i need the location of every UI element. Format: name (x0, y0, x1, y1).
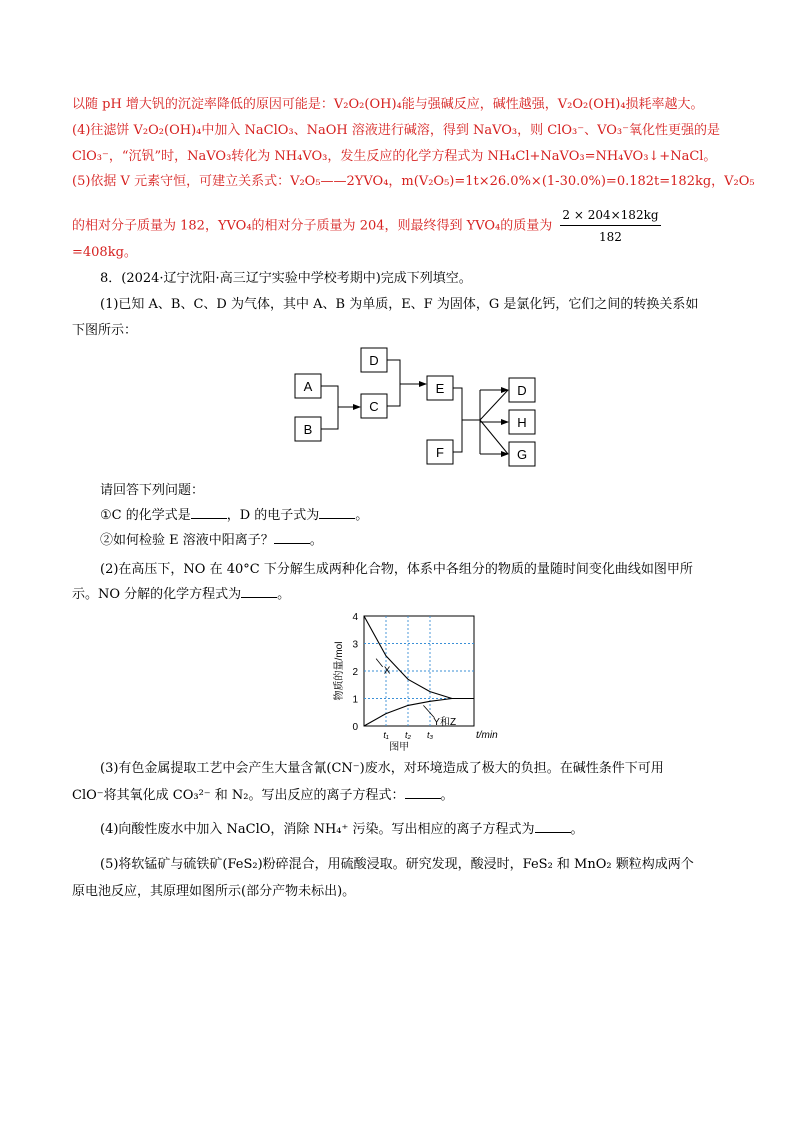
answer-blank-no[interactable] (241, 586, 277, 598)
conversion-flow-diagram (290, 344, 540, 474)
box-c-label: C (369, 399, 379, 414)
box-a-label: A (303, 379, 313, 394)
x-tick-label: t₂ (405, 730, 411, 740)
series-yz-label: Y和Z (433, 716, 457, 728)
box-g-label: G (516, 447, 528, 462)
question-part2-line-a: (2)在高压下，NO 在 40°C 下分解生成两种化合物，体系中各组分的物质的量随时间变化曲线如图甲所 (100, 562, 693, 577)
part4-text-a: (4)向酸性废水中加入 NaClO，消除 NH₄⁺ 污染。写出相应的离子方程式为 (100, 822, 535, 837)
x-tick-label: t₁ (383, 730, 389, 740)
part4-text-b: 。 (570, 822, 584, 837)
sub1-text-a: ①C 的化学式是 (100, 508, 191, 523)
answer-blank-nh4[interactable] (535, 821, 571, 833)
chart-caption: 图甲 (389, 742, 410, 753)
y-tick-label: 0 (352, 722, 358, 733)
box-d-right-label: D (517, 383, 527, 398)
sub2-text-b: 。 (309, 533, 323, 548)
answer-line-6: =408kg。 (72, 245, 137, 260)
series-yz-curve (364, 699, 474, 727)
box-d-top-label: D (369, 353, 379, 368)
box-f-label: F (436, 445, 444, 460)
fraction-numerator: 2 × 204×182kg (560, 206, 660, 226)
question-sub2 (100, 532, 323, 550)
box-h-label: H (517, 415, 527, 430)
question-part1-line-b: 下图所示： (72, 323, 138, 338)
answer-line-2: (4)往滤饼 V₂O₂(OH)₄中加入 NaClO₃、NaOH 溶液进行碱溶，得到 NaVO₃，则 ClO₃⁻、VO₃⁻氧化性更强的是 (72, 123, 720, 138)
y-tick-label: 4 (352, 612, 358, 623)
question-part1-line-a: (1)已知 A、B、C、D 为气体，其中 A、B 为单质，E、F 为固体，G 是氯化钙，它们之间的转换关系如 (100, 297, 699, 312)
mole-time-chart (318, 604, 498, 754)
question-part3-line-b (72, 787, 454, 805)
y-tick-label: 3 (352, 639, 358, 651)
x-axis-label: t/min (476, 730, 498, 741)
question-part3-line-a: (3)有色金属提取工艺中会产生大量含氰(CN⁻)废水，对环境造成了极大的负担。在碱性条件下可用 (100, 761, 664, 776)
sub1-text-b: ，D 的电子式为 (226, 508, 320, 523)
fraction-denominator: 182 (599, 230, 622, 244)
answer-line-4: (5)依据 V 元素守恒，可建立关系式：V₂O₅——2YVO₄，m(V₂O₅)=1t×26.0%×(1-30.0%)=0.182t=182kg，V₂O₅ (72, 174, 755, 189)
question-sub1 (100, 507, 368, 525)
question-ask: 请回答下列问题： (100, 483, 205, 498)
answer-blank-e[interactable] (274, 532, 310, 544)
x-tick-label: t₃ (426, 730, 434, 740)
sub2-text-a: ②如何检验 E 溶液中阳离子？ (100, 533, 274, 548)
y-axis-label: 物质的量/mol (334, 641, 345, 701)
answer-line-1: 以随 pH 增大钒的沉淀率降低的原因可能是：V₂O₂(OH)₄能与强碱反应，碱性越强，V₂O₂(OH)₄损耗率越大。 (72, 97, 704, 112)
y-tick-label: 2 (352, 667, 358, 678)
question-part5-line-a: (5)将软锰矿与硫铁矿(FeS₂)粉碎混合，用硫酸浸取。研究发现，酸浸时，FeS₂ 和 MnO₂ 颗粒构成两个 (100, 857, 694, 872)
mass-fraction (560, 206, 660, 246)
answer-blank-cn[interactable] (405, 787, 441, 799)
question-part5-line-b: 原电池反应，其原理如图所示(部分产物未标出)。 (72, 884, 356, 899)
box-b-label: B (303, 422, 313, 437)
answer-blank-d[interactable] (319, 507, 355, 519)
box-e-label: E (435, 381, 445, 396)
question-part2-line-b (72, 586, 290, 604)
question-header: 8．(2024·辽宁沈阳·高三辽宁实验中学校考期中)完成下列填空。 (100, 271, 472, 286)
x-leader-line (376, 659, 383, 667)
part2-text-a: 示。NO 分解的化学方程式为 (72, 587, 242, 602)
answer-line-3: ClO₃⁻，“沉钒”时，NaVO₃转化为 NH₄VO₃，发生反应的化学方程式为 NH₄Cl+NaVO₃=NH₄VO₃↓+NaCl。 (72, 149, 717, 164)
series-x-label: X (383, 665, 391, 677)
part3-text-a: ClO⁻将其氧化成 CO₃²⁻ 和 N₂。写出反应的离子方程式： (72, 788, 405, 803)
question-part4 (100, 821, 584, 839)
sub1-text-c: 。 (355, 508, 369, 523)
y-tick-label: 1 (352, 694, 358, 706)
answer-blank-c[interactable] (191, 507, 227, 519)
part3-text-b: 。 (440, 788, 454, 803)
part2-text-b: 。 (277, 587, 291, 602)
answer-line-5-text: 的相对分子质量为 182，YVO₄的相对分子质量为 204，则最终得到 YVO₄的质量为 (72, 218, 553, 234)
series-x-curve (364, 616, 474, 699)
answer-line-5 (72, 206, 661, 246)
